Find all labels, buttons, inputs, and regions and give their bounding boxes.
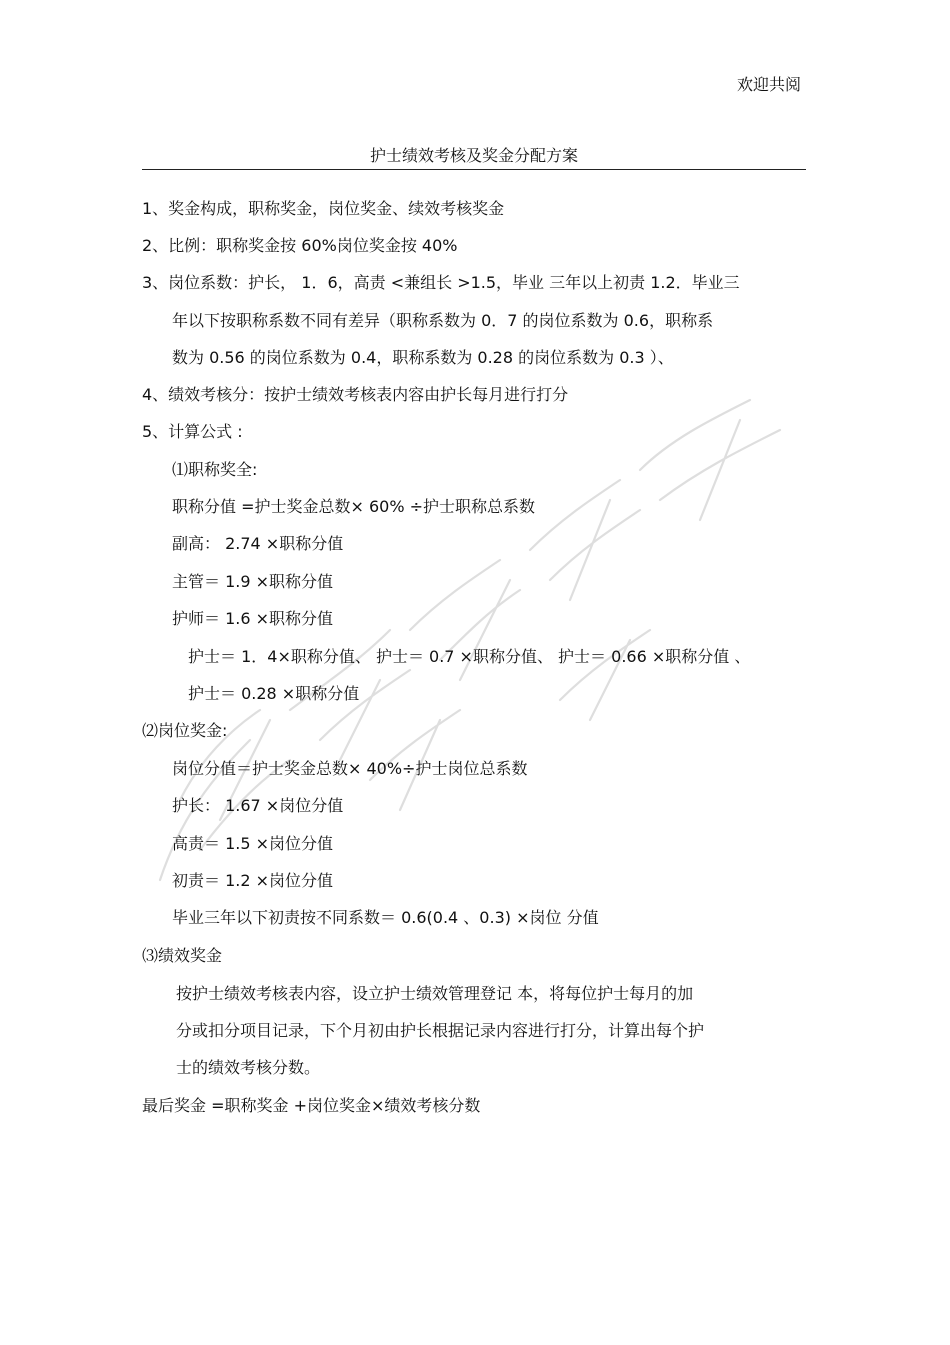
title-supervisor: 主管＝ 1.9 ×职称分值: [172, 572, 334, 591]
position-junior-charge: 初责＝ 1.2 ×岗位分值: [172, 871, 334, 890]
item-3-continuation-2: 数为 0.56 的岗位系数为 0.4，职称系数为 0.28 的岗位系数为 0.3 ）、: [172, 348, 674, 367]
performance-paragraph-1: 按护士绩效考核表内容，设立护士绩效管理登记 本，将每位护士每月的加: [176, 984, 694, 1003]
position-new-graduate: 毕业三年以下初责按不同系数＝ 0.6(0.4 、0.3) ×岗位 分值: [172, 908, 599, 927]
section-1-title-bonus: ⑴职称奖全:: [172, 460, 258, 479]
item-2-ratio: 2、比例：职称奖金按 60%岗位奖金按 40%: [142, 236, 458, 255]
title-score-formula: 职称分值 =护士奖金总数× 60% ÷护士职称总系数: [172, 497, 536, 516]
performance-paragraph-3: 士的绩效考核分数。: [176, 1058, 321, 1077]
item-3-continuation-1: 年以下按职称系数不同有差异（职称系数为 0．7 的岗位系数为 0.6，职称系: [172, 311, 714, 330]
item-4-performance-score: 4、绩效考核分：按护士绩效考核表内容由护长每月进行打分: [142, 385, 569, 404]
title-underline: [142, 169, 806, 170]
item-5-formula-heading: 5、计算公式 :: [142, 422, 243, 441]
item-3-position-coefficient: 3、岗位系数：护长， 1．6，高责 <兼组长 >1.5，毕业 三年以上初责 1.2．毕业三: [142, 273, 740, 292]
position-head-nurse: 护长： 1.67 ×岗位分值: [172, 796, 344, 815]
title-nurse-lowest: 护士＝ 0.28 ×职称分值: [188, 684, 360, 703]
title-nurse-levels: 护士＝ 1．4×职称分值、 护士＝ 0.7 ×职称分值、 护士＝ 0.66 ×职称分值 、: [188, 647, 751, 666]
title-vice-senior: 副高： 2.74 ×职称分值: [172, 534, 344, 553]
title-nurse-practitioner: 护师＝ 1.6 ×职称分值: [172, 609, 334, 628]
item-1-bonus-composition: 1、奖金构成，职称奖金，岗位奖金、续效考核奖金: [142, 199, 505, 218]
position-senior-charge: 高责＝ 1.5 ×岗位分值: [172, 834, 334, 853]
section-2-position-bonus: ⑵岗位奖金:: [142, 721, 228, 740]
header-welcome-text: 欢迎共阅: [736, 75, 801, 94]
document-title: 护士绩效考核及奖金分配方案: [369, 146, 578, 165]
section-3-performance-bonus: ⑶绩效奖金: [142, 946, 223, 965]
position-score-formula: 岗位分值＝护士奖金总数× 40%÷护士岗位总系数: [172, 759, 528, 778]
performance-paragraph-2: 分或扣分项目记录，下个月初由护长根据记录内容进行打分，计算出每个护: [176, 1021, 705, 1040]
final-bonus-formula: 最后奖金 =职称奖金 +岗位奖金×绩效考核分数: [142, 1096, 481, 1115]
